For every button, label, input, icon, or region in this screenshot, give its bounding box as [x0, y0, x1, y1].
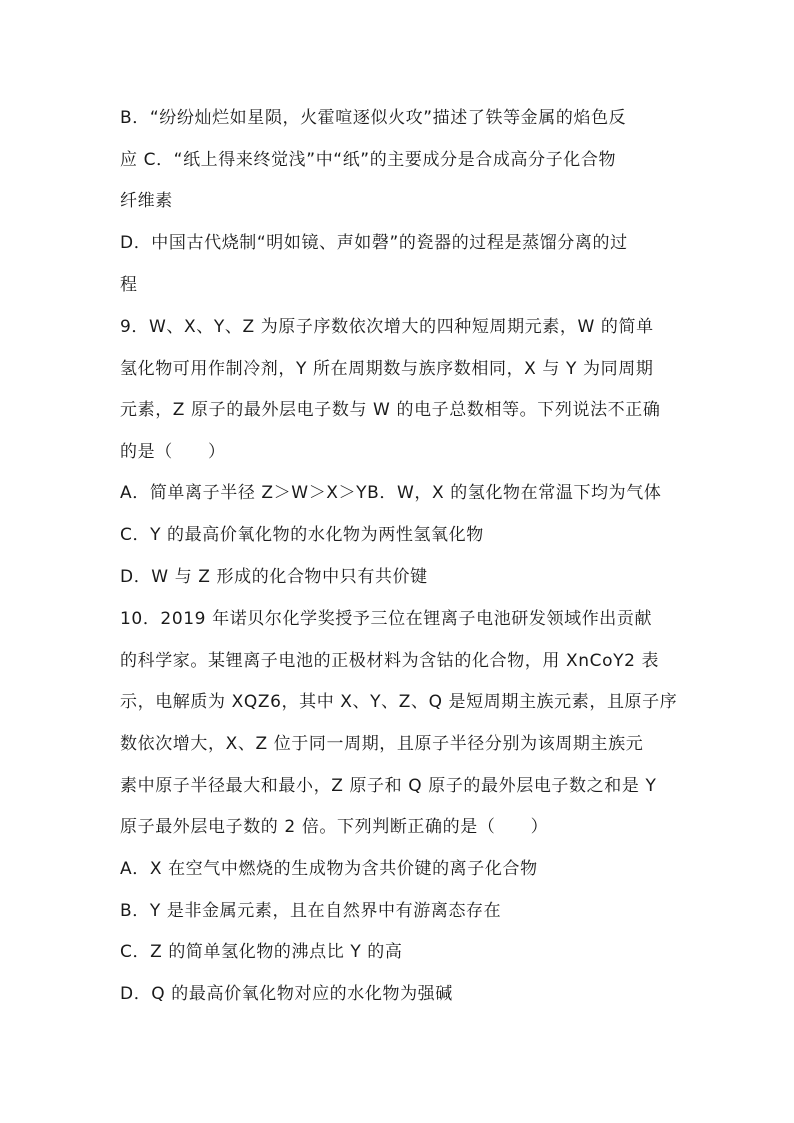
question-10-option-c: C．Z 的简单氢化物的沸点比 Y 的高: [120, 942, 403, 962]
question-10-stem-line-3: 示，电解质为 XQZ6，其中 X、Y、Z、Q 是短周期主族元素，且原子序: [120, 692, 678, 712]
question-9-stem-line-3: 元素，Z 原子的最外层电子数与 W 的电子总数相等。下列说法不正确: [120, 400, 661, 420]
question-10-stem-line-6: 原子最外层电子数的 2 倍。下列判断正确的是（ ）: [120, 817, 549, 837]
question-10-option-b: B．Y 是非金属元素，且在自然界中有游离态存在: [120, 901, 502, 921]
option-b-c-text-line-2: 应 C．“纸上得来终觉浅”中“纸”的主要成分是合成高分子化合物: [120, 150, 617, 170]
option-d-text-line-2: 程: [120, 275, 138, 295]
option-d-text-line-1: D．中国古代烧制“明如镜、声如磬”的瓷器的过程是蒸馏分离的过: [120, 233, 628, 253]
question-9-stem-line-1: 9．W、X、Y、Z 为原子序数依次增大的四种短周期元素，W 的简单: [120, 317, 654, 337]
question-9-stem-line-2: 氢化物可用作制冷剂，Y 所在周期数与族序数相同，X 与 Y 为同周期: [120, 359, 654, 379]
question-10-option-d: D．Q 的最高价氧化物对应的水化物为强碱: [120, 984, 453, 1004]
question-9-option-a-b: A．简单离子半径 Z＞W＞X＞YB．W，X 的氢化物在常温下均为气体: [120, 483, 662, 503]
question-9-option-c: C．Y 的最高价氧化物的水化物为两性氢氧化物: [120, 525, 484, 545]
option-b-text-line-1: B．“纷纷灿烂如星陨，火霍喧逐似火攻”描述了铁等金属的焰色反: [120, 108, 627, 128]
question-10-stem-line-1: 10．2019 年诺贝尔化学奖授予三位在锂离子电池研发领域作出贡献: [120, 609, 653, 629]
question-10-stem-line-2: 的科学家。某锂离子电池的正极材料为含钴的化合物，用 XnCoY2 表: [120, 651, 660, 671]
question-10-option-a: A．X 在空气中燃烧的生成物为含共价键的离子化合物: [120, 859, 538, 879]
question-9-option-d: D．W 与 Z 形成的化合物中只有共价键: [120, 567, 428, 587]
question-10-stem-line-4: 数依次增大，X、Z 位于同一周期，且原子半径分别为该周期主族元: [120, 734, 644, 754]
option-c-text-line-3: 纤维素: [120, 191, 173, 211]
question-10-stem-line-5: 素中原子半径最大和最小，Z 原子和 Q 原子的最外层电子数之和是 Y: [120, 776, 657, 796]
question-9-stem-line-4: 的是（ ）: [120, 442, 226, 462]
